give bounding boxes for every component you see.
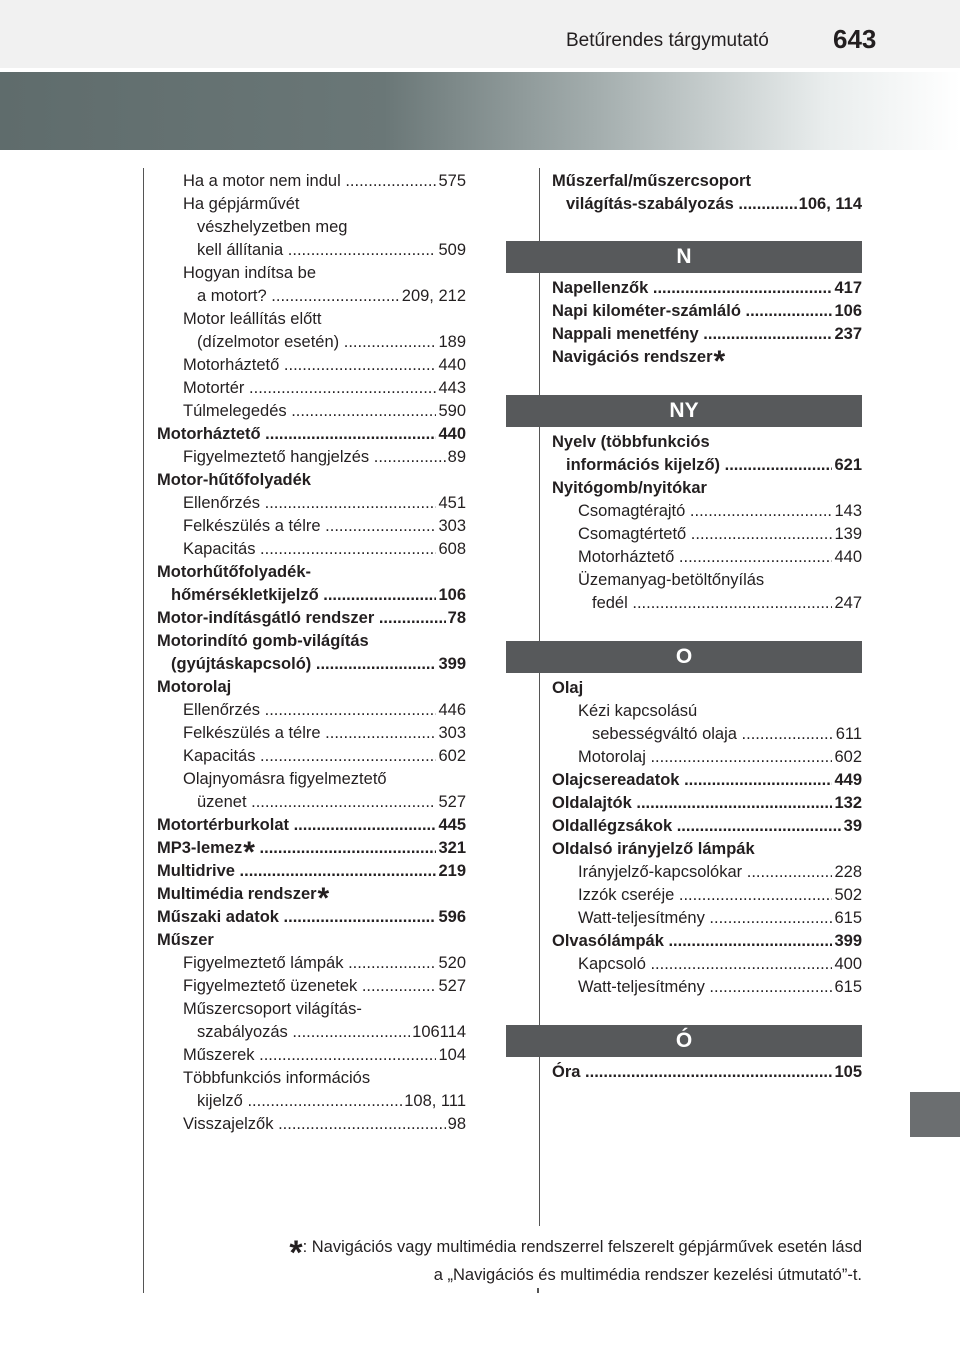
index-entry-page: 98 bbox=[446, 1113, 466, 1136]
index-entry-term bbox=[552, 500, 862, 523]
index-entry-text: Motortér bbox=[183, 379, 245, 397]
index-entry-text: Felkészülés a télre bbox=[183, 517, 321, 535]
index-entry-text: Visszajelzők bbox=[183, 1115, 274, 1133]
index-entry-term bbox=[552, 546, 862, 569]
index-entry-term bbox=[157, 239, 466, 262]
index-entry-term bbox=[552, 454, 862, 477]
index-entry-text: Izzók cseréje bbox=[578, 886, 675, 904]
index-entry-text: Motor-indításgátló rendszer bbox=[157, 609, 375, 627]
index-entry-term bbox=[157, 745, 466, 768]
index-entry-page: 590 bbox=[436, 400, 466, 423]
section-letter-header: O bbox=[506, 641, 862, 673]
index-column-left bbox=[157, 170, 466, 1136]
index-entry-page: 602 bbox=[832, 746, 862, 769]
index-entry-term bbox=[552, 907, 862, 930]
index-entry-page: 596 bbox=[436, 906, 466, 929]
index-entry-text: Csomagtértető bbox=[578, 525, 687, 543]
index-entry bbox=[157, 1113, 466, 1136]
index-entry-text: szabályozás bbox=[197, 1023, 288, 1041]
section-entries bbox=[552, 677, 862, 999]
section-letter-header: Ó bbox=[506, 1025, 862, 1057]
footnote-asterisk: * bbox=[713, 346, 726, 369]
index-entry-text: kell állítania bbox=[197, 241, 284, 259]
index-entry bbox=[552, 769, 862, 792]
column-divider-left bbox=[143, 168, 144, 1293]
index-entry-page: 621 bbox=[832, 454, 862, 477]
index-entry-term bbox=[552, 815, 862, 838]
index-entry-term bbox=[552, 976, 862, 999]
index-entry-text: Watt-teljesítmény bbox=[578, 978, 705, 996]
index-entry-term bbox=[552, 953, 862, 976]
index-entry-text: információs kijelző) bbox=[566, 456, 721, 474]
index-entry bbox=[157, 929, 466, 952]
index-entry bbox=[157, 791, 466, 814]
index-entry-term bbox=[157, 929, 466, 952]
index-entry-page: 451 bbox=[436, 492, 466, 515]
index-entry-text: Olaj bbox=[552, 679, 584, 697]
index-entry bbox=[552, 346, 862, 369]
index-entry-text: sebességváltó olaja bbox=[592, 725, 737, 743]
index-entry-text: Motor-hűtőfolyadék bbox=[157, 471, 311, 489]
index-entry-text: Oldalajtók bbox=[552, 794, 632, 812]
index-entry-text: Figyelmeztető üzenetek bbox=[183, 977, 358, 995]
index-entry-page: 502 bbox=[832, 884, 862, 907]
index-entry-term bbox=[157, 400, 466, 423]
index-entry-text: Felkészülés a télre bbox=[183, 724, 321, 742]
index-entry-text: Watt-teljesítmény bbox=[578, 909, 705, 927]
index-entry-text: Motorháztető bbox=[157, 425, 261, 443]
index-entry bbox=[552, 815, 862, 838]
index-entry bbox=[552, 477, 862, 500]
index-entry-term bbox=[552, 677, 862, 700]
footnote-asterisk: * bbox=[243, 837, 255, 860]
index-entry bbox=[552, 700, 862, 723]
index-entry-page: 139 bbox=[832, 523, 862, 546]
index-entry-term bbox=[157, 653, 466, 676]
index-entry-page: 445 bbox=[436, 814, 466, 837]
index-entry bbox=[552, 1061, 862, 1084]
index-entry-term bbox=[157, 262, 466, 285]
index-entry-page: 106 bbox=[832, 300, 862, 323]
index-entry bbox=[552, 323, 862, 346]
index-entry bbox=[157, 952, 466, 975]
index-entry-term bbox=[157, 354, 466, 377]
index-entry-text: Kapacitás bbox=[183, 540, 256, 558]
index-entry-text: Motorindító gomb-világítás bbox=[157, 632, 369, 650]
index-entry-term bbox=[157, 607, 466, 630]
index-entry bbox=[157, 1044, 466, 1067]
column-divider-middle bbox=[539, 168, 540, 1226]
index-entry-text: Napellenzők bbox=[552, 279, 649, 297]
index-entry-term bbox=[157, 630, 466, 653]
index-entry-text: Motorháztető bbox=[183, 356, 280, 374]
index-entry-term bbox=[157, 837, 466, 860]
index-entry-text: Túlmelegedés bbox=[183, 402, 287, 420]
index-entry-term bbox=[552, 861, 862, 884]
index-entry-page: 247 bbox=[832, 592, 862, 615]
index-entry-term bbox=[552, 792, 862, 815]
index-entry-page: 440 bbox=[436, 423, 466, 446]
index-entry bbox=[552, 592, 862, 615]
index-entry bbox=[157, 354, 466, 377]
index-entry-text: a motort? bbox=[197, 287, 267, 305]
index-entry bbox=[157, 262, 466, 285]
index-entry-text: MP3-lemez bbox=[157, 839, 243, 857]
index-entry-text: Óra bbox=[552, 1063, 581, 1081]
index-entry-page: 237 bbox=[832, 323, 862, 346]
index-entry-text: hőmérsékletkijelző bbox=[171, 586, 319, 604]
index-entry-term bbox=[157, 193, 466, 216]
index-entry-term bbox=[157, 814, 466, 837]
index-entry-page: 108, 111 bbox=[402, 1090, 466, 1113]
index-entry-page: 106114 bbox=[410, 1021, 466, 1044]
index-entry bbox=[157, 699, 466, 722]
index-entry bbox=[157, 1090, 466, 1113]
index-entry-page: 132 bbox=[832, 792, 862, 815]
index-entry-page: 105 bbox=[832, 1061, 862, 1084]
index-entry-term bbox=[552, 477, 862, 500]
index-entry-term bbox=[157, 998, 466, 1021]
index-entry-text: Oldallégzsákok bbox=[552, 817, 673, 835]
index-entry bbox=[552, 500, 862, 523]
index-entry-text: Műszer bbox=[157, 931, 214, 949]
index-entry-term bbox=[552, 346, 862, 369]
index-entry-text: Műszaki adatok bbox=[157, 908, 279, 926]
index-entry bbox=[552, 953, 862, 976]
index-entry-term bbox=[157, 676, 466, 699]
index-entry-page: 303 bbox=[436, 722, 466, 745]
index-entry-term bbox=[552, 277, 862, 300]
index-entry-page: 608 bbox=[436, 538, 466, 561]
index-entry bbox=[157, 469, 466, 492]
footnote-text-1: : Navigációs vagy multimédia rendszerrel felszerelt gépjárművek esetén lásd bbox=[302, 1238, 862, 1256]
index-entry-text: Napi kilométer-számláló bbox=[552, 302, 741, 320]
index-entry bbox=[157, 331, 466, 354]
index-entry-term bbox=[552, 746, 862, 769]
index-entry-text: Műszerek bbox=[183, 1046, 255, 1064]
page-header-title: Betűrendes tárgymutató bbox=[566, 30, 769, 51]
index-entry bbox=[157, 423, 466, 446]
index-entry-page: 399 bbox=[832, 930, 862, 953]
index-entry bbox=[157, 492, 466, 515]
index-entry bbox=[157, 630, 466, 653]
footnote-asterisk: * bbox=[317, 883, 330, 906]
index-entry-term bbox=[157, 722, 466, 745]
index-entry-page: 575 bbox=[436, 170, 466, 193]
index-entry-text: (gyújtáskapcsoló) bbox=[171, 655, 312, 673]
index-entry bbox=[552, 546, 862, 569]
footnote-asterisk: * bbox=[289, 1234, 303, 1272]
index-entry-text: Irányjelző-kapcsolókar bbox=[578, 863, 743, 881]
index-entry-page: 527 bbox=[436, 791, 466, 814]
index-entry-term bbox=[157, 699, 466, 722]
index-entry-text: Olajcsereadatok bbox=[552, 771, 680, 789]
index-entry-term bbox=[552, 323, 862, 346]
index-entry-term bbox=[552, 592, 862, 615]
index-entry-term bbox=[157, 883, 466, 906]
index-entry-text: Műszerfal/műszercsoport bbox=[552, 172, 751, 190]
index-entry bbox=[157, 308, 466, 331]
index-entry bbox=[552, 838, 862, 861]
index-entry bbox=[157, 193, 466, 216]
page-number: 643 bbox=[833, 24, 877, 54]
index-entry-text: világítás-szabályozás bbox=[566, 195, 734, 213]
index-continuation bbox=[552, 170, 862, 216]
index-entry-text: Oldalsó irányjelző lámpák bbox=[552, 840, 755, 858]
index-entry bbox=[552, 431, 862, 454]
index-entry-term bbox=[552, 723, 862, 746]
section-letter-header: N bbox=[506, 241, 862, 273]
index-entry bbox=[552, 746, 862, 769]
index-entry-text: Hogyan indítsa be bbox=[183, 264, 317, 282]
index-entry-text: Motorolaj bbox=[578, 748, 646, 766]
index-entry-term bbox=[157, 423, 466, 446]
index-entry-term bbox=[157, 975, 466, 998]
index-entry bbox=[552, 976, 862, 999]
index-entry-term bbox=[552, 523, 862, 546]
header-strip bbox=[0, 0, 960, 68]
index-entry-term bbox=[157, 377, 466, 400]
index-entry-term bbox=[157, 1113, 466, 1136]
index-entry bbox=[552, 907, 862, 930]
index-entry-term bbox=[552, 700, 862, 723]
index-entry bbox=[552, 723, 862, 746]
index-entry-text: Motorhűtőfolyadék- bbox=[157, 563, 311, 581]
index-entry-term bbox=[157, 1067, 466, 1090]
index-entry bbox=[157, 239, 466, 262]
index-entry bbox=[157, 906, 466, 929]
divider-tick bbox=[537, 1288, 539, 1293]
index-entry-page: 443 bbox=[436, 377, 466, 400]
index-entry-term bbox=[157, 308, 466, 331]
index-entry-page: 520 bbox=[436, 952, 466, 975]
index-entry-page: 615 bbox=[832, 976, 862, 999]
index-entry-page: 89 bbox=[446, 446, 466, 469]
index-entry-term bbox=[157, 170, 466, 193]
index-entry-text: Kapacitás bbox=[183, 747, 256, 765]
index-entry-term bbox=[157, 860, 466, 883]
index-entry-page: 446 bbox=[436, 699, 466, 722]
index-entry-page: 449 bbox=[832, 769, 862, 792]
index-entry-text: üzenet bbox=[197, 793, 247, 811]
index-entry-text: Multidrive bbox=[157, 862, 235, 880]
index-entry bbox=[157, 814, 466, 837]
index-entry-text: Nyelv (többfunkciós bbox=[552, 433, 710, 451]
index-entry-text: Nyitógomb/nyitókar bbox=[552, 479, 707, 497]
index-entry-page: 228 bbox=[832, 861, 862, 884]
index-entry bbox=[157, 216, 466, 239]
index-entry bbox=[157, 561, 466, 584]
index-entry-text: Figyelmeztető hangjelzés bbox=[183, 448, 370, 466]
index-entry-text: vészhelyzetben meg bbox=[197, 218, 348, 236]
index-entry-text: Olajnyomásra figyelmeztető bbox=[183, 770, 387, 788]
index-entry bbox=[552, 792, 862, 815]
index-entry-text: Üzemanyag-betöltőnyílás bbox=[578, 571, 765, 589]
index-entry-term bbox=[157, 469, 466, 492]
index-entry-term bbox=[157, 791, 466, 814]
index-entry bbox=[157, 883, 466, 906]
index-entry-page: 78 bbox=[446, 607, 466, 630]
index-entry-term bbox=[552, 884, 862, 907]
index-entry bbox=[157, 975, 466, 998]
index-entry-term bbox=[157, 768, 466, 791]
index-entry-text: Olvasólámpák bbox=[552, 932, 664, 950]
index-entry-term bbox=[552, 431, 862, 454]
index-entry bbox=[157, 653, 466, 676]
index-entry bbox=[552, 277, 862, 300]
index-entry-term bbox=[157, 492, 466, 515]
index-entry-term bbox=[157, 952, 466, 975]
header-banner bbox=[0, 72, 960, 150]
index-entry-page: 219 bbox=[436, 860, 466, 883]
index-entry-term bbox=[552, 569, 862, 592]
index-entry-text: Ellenőrzés bbox=[183, 701, 261, 719]
index-entry bbox=[552, 861, 862, 884]
section-thumb-tab bbox=[910, 1092, 960, 1137]
index-entry bbox=[552, 930, 862, 953]
index-entry-page: 399 bbox=[436, 653, 466, 676]
index-entry-text: Figyelmeztető lámpák bbox=[183, 954, 344, 972]
index-entry-text: Motorolaj bbox=[157, 678, 232, 696]
index-entry-page: 106 bbox=[436, 584, 466, 607]
index-entry-text: Multimédia rendszer bbox=[157, 885, 317, 903]
index-entry bbox=[157, 446, 466, 469]
index-entry-term bbox=[157, 331, 466, 354]
index-entry-page: 303 bbox=[436, 515, 466, 538]
index-entry-page: 209, 212 bbox=[400, 285, 466, 308]
index-entry bbox=[157, 1067, 466, 1090]
index-entry-term bbox=[552, 769, 862, 792]
index-entry bbox=[552, 193, 862, 216]
index-entry-page: 615 bbox=[832, 907, 862, 930]
section-entries bbox=[552, 1061, 862, 1084]
index-entry bbox=[157, 860, 466, 883]
section-entries bbox=[552, 277, 862, 369]
index-entry-text: Műszercsoport világítás- bbox=[183, 1000, 362, 1018]
footnote-line-2: a „Navigációs és multimédia rendszer kezelési útmutató”-t. bbox=[433, 1266, 862, 1284]
index-entry-text: Nappali menetfény bbox=[552, 325, 699, 343]
index-entry bbox=[157, 998, 466, 1021]
index-entry bbox=[157, 400, 466, 423]
index-entry-term bbox=[552, 170, 862, 193]
index-entry-term bbox=[157, 584, 466, 607]
index-entry bbox=[157, 285, 466, 308]
index-entry-term bbox=[157, 515, 466, 538]
index-entry bbox=[157, 676, 466, 699]
index-entry-term bbox=[157, 906, 466, 929]
index-entry-text: fedél bbox=[592, 594, 628, 612]
index-entry-text: Motortérburkolat bbox=[157, 816, 289, 834]
index-entry-term bbox=[552, 1061, 862, 1084]
index-entry-text: Ha gépjárművét bbox=[183, 195, 300, 213]
index-entry-text: kijelző bbox=[197, 1092, 243, 1110]
index-entry-text: Navigációs rendszer bbox=[552, 348, 713, 366]
index-entry bbox=[157, 768, 466, 791]
index-entry-page: 527 bbox=[436, 975, 466, 998]
index-entry bbox=[157, 170, 466, 193]
index-entry-term bbox=[157, 216, 466, 239]
index-entry bbox=[157, 538, 466, 561]
footnote-line-1 bbox=[289, 1234, 862, 1272]
index-entry-text: Ha a motor nem indul bbox=[183, 172, 341, 190]
index-entry-text: Kapcsoló bbox=[578, 955, 646, 973]
index-entry bbox=[157, 1021, 466, 1044]
index-entry-page: 400 bbox=[832, 953, 862, 976]
index-entry bbox=[157, 745, 466, 768]
index-entry-term bbox=[157, 1044, 466, 1067]
index-entry-text: Többfunkciós információs bbox=[183, 1069, 371, 1087]
index-entry bbox=[552, 454, 862, 477]
index-entry-text: Motor leállítás előtt bbox=[183, 310, 322, 328]
index-entry-text: Kézi kapcsolású bbox=[578, 702, 698, 720]
index-entry-term bbox=[157, 446, 466, 469]
index-entry-term bbox=[552, 300, 862, 323]
index-entry-page: 602 bbox=[436, 745, 466, 768]
index-entry bbox=[157, 607, 466, 630]
index-entry-page: 189 bbox=[436, 331, 466, 354]
index-entry-term bbox=[157, 561, 466, 584]
section-entries bbox=[552, 431, 862, 615]
index-entry bbox=[552, 677, 862, 700]
index-entry-page: 106, 114 bbox=[797, 193, 862, 216]
index-entry-text: Csomagtérajtó bbox=[578, 502, 686, 520]
index-entry-page: 509 bbox=[436, 239, 466, 262]
index-entry bbox=[157, 722, 466, 745]
index-entry-page: 321 bbox=[436, 837, 466, 860]
index-entry bbox=[552, 884, 862, 907]
index-entry bbox=[157, 515, 466, 538]
index-entry-page: 417 bbox=[832, 277, 862, 300]
index-entry bbox=[157, 837, 466, 860]
index-entry-page: 611 bbox=[834, 723, 862, 746]
index-entry-text: Ellenőrzés bbox=[183, 494, 261, 512]
index-entry-page: 104 bbox=[436, 1044, 466, 1067]
index-entry-text: Motorháztető bbox=[578, 548, 675, 566]
index-entry bbox=[552, 170, 862, 193]
index-entry bbox=[552, 300, 862, 323]
section-letter-header: NY bbox=[506, 395, 862, 427]
index-entry bbox=[157, 377, 466, 400]
index-entry bbox=[552, 523, 862, 546]
index-entry bbox=[157, 584, 466, 607]
index-entry bbox=[552, 569, 862, 592]
index-entry-page: 440 bbox=[832, 546, 862, 569]
index-entry-term bbox=[552, 930, 862, 953]
index-entry-term bbox=[157, 538, 466, 561]
index-entry-page: 440 bbox=[436, 354, 466, 377]
index-entry-page: 143 bbox=[832, 500, 862, 523]
index-entry-term bbox=[552, 838, 862, 861]
index-entry-page: 39 bbox=[842, 815, 862, 838]
index-entry-text: (dízelmotor esetén) bbox=[197, 333, 340, 351]
